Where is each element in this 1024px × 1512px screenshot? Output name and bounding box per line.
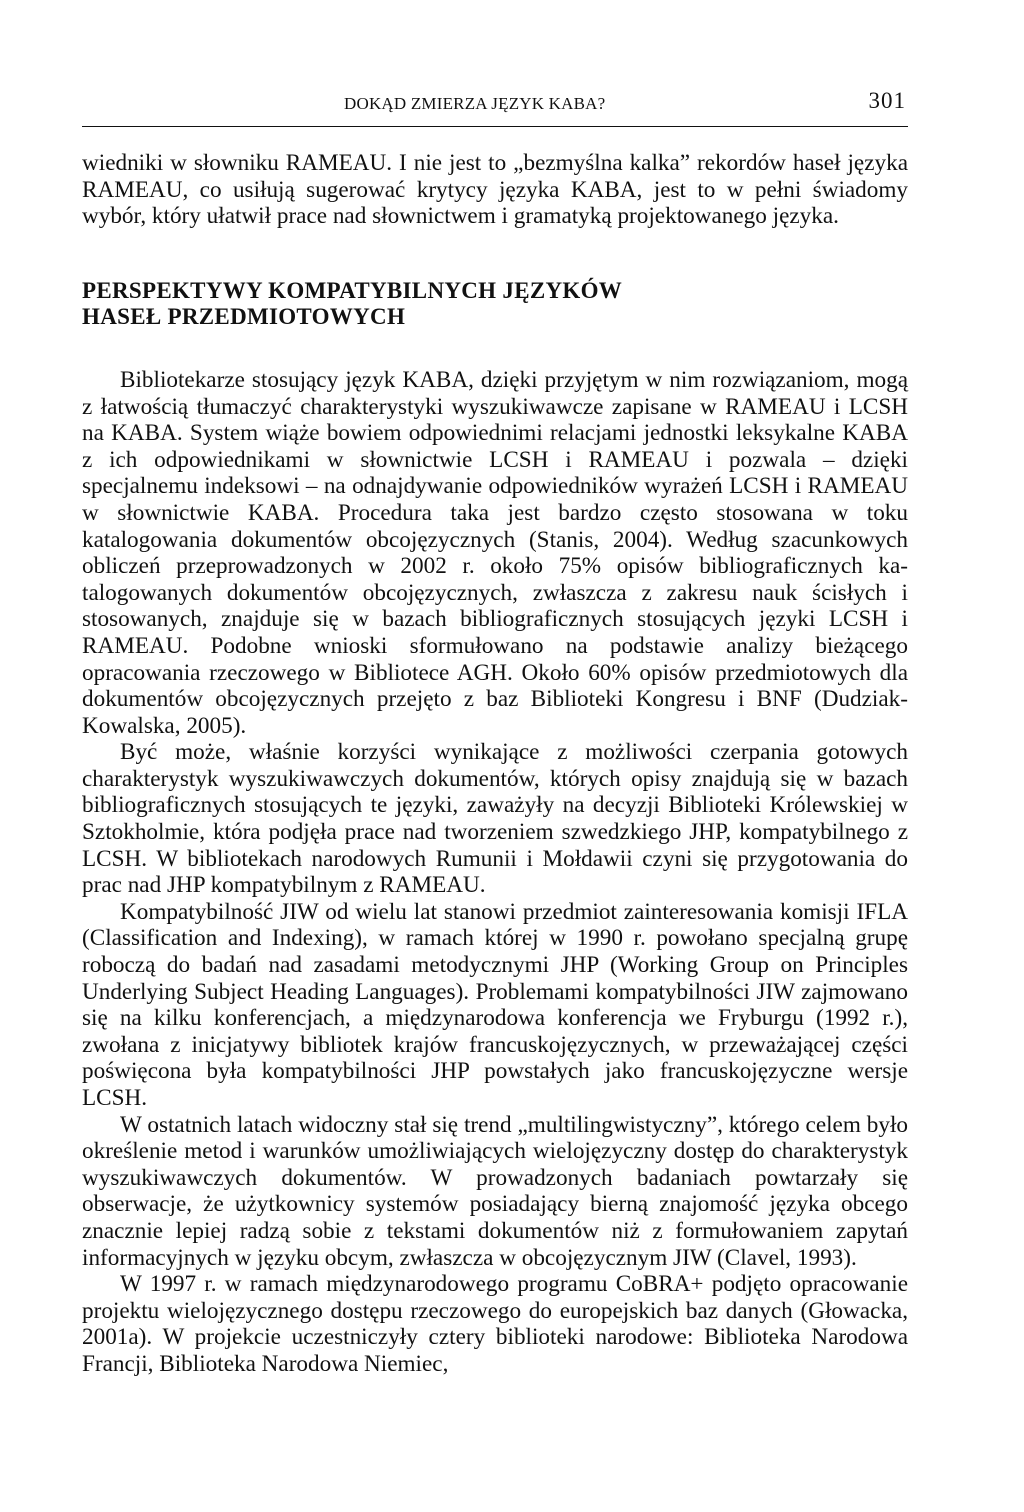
section-heading: PERSPEKTYWY KOMPATYBILNYCH JĘZYKÓW HASEŁ PRZEDMIOTOWYCH bbox=[82, 277, 623, 330]
book-page bbox=[82, 0, 908, 1512]
paragraph-continuation: wiedniki w słowniku RAMEAU. I nie jest to „bezmyślna kalka” rekordów haseł języka RAMEAU, co usiłują sugerować krytycy języka KABA, jest to w pełni świadomy wybór, który ułatwił prace nad słownictwem i gramatyką projektowanego języka. bbox=[82, 150, 908, 230]
running-header bbox=[82, 86, 908, 128]
body-text bbox=[82, 150, 908, 1378]
header-rule bbox=[82, 126, 908, 127]
section-paragraph: Kompatybilność JIW od wielu lat stanowi przedmiot zainteresowania komisji IFLA (Classification and Indexing), w ramach której w 1990 r. powołano specjalną grupę roboczą do badań nad zasadami metodycznymi JHP (Working Group on Principles Underlying Subject Heading Languages). Problemami kompatybilności JIW zajmowano się na kilku konferencjach, a międzynarodowa konferencja we Fryburgu (1992 r.), zwołana z inicjatywy bibliotek krajów francuskojęzycznych, w przeważającej części poświęcona była kompatybilności JHP powstałych jako francuskojęzyczne wersje LCSH. bbox=[82, 898, 908, 1111]
section-paragraph: Być może, właśnie korzyści wynikające z możliwości czerpania gotowych charakterystyk wyszukiwawczych dokumentów, których opisy znajdują się w bazach bibliograficznych stosujących te języki, zaważyły na decyzji Biblioteki Królewskiej w Sztokholmie, która podjęła prace nad tworzeniem szwedzkiego JHP, kompatybilnego z LCSH. W bibliotekach narodowych Rumunii i Mołdawii czyni się przygotowania do prac nad JHP kompatybilnym z RAMEAU. bbox=[82, 739, 908, 899]
section-paragraph: W ostatnich latach widoczny stał się trend „multilingwistyczny”, którego celem było określenie metod i warunków umożliwiających wielojęzyczny dostęp do charakterystyk wyszukiwawczych dokumentów. W prowadzonych badaniach powtarzały się obserwacje, że użytkownicy systemów posiadający bierną znajomość języka obcego znacznie lepiej radzą sobie z tekstami dokumentów niż z formułowaniem zapytań informacyjnych w języku obcym, zwłaszcza w obcojęzycznym JIW (Clavel, 1993). bbox=[82, 1111, 908, 1271]
section-paragraph: Bibliotekarze stosujący język KABA, dzięki przyjętym w nim rozwiązaniom, mogą z łatwością tłumaczyć charakterystyki wyszukiwawcze zapisane w RAMEAU i LCSH na KABA. System wiąże bowiem odpowiednimi relacjami jednostki leksykalne KABA z ich odpowiednikami w słownictwie LCSH i RAMEAU i pozwala – dzięki specjalnemu indeksowi – na odnajdywanie odpowiedników wyrażeń LCSH i RAMEAU w słownictwie KABA. Procedura taka jest bardzo często stosowana w toku katalogowania dokumentów obcojęzycznych (Stanis, 2004). Według szacunkowych obliczeń przeprowadzonych w 2002 r. około 75% opisów bibliograficznych katalogowanych dokumentów obcojęzycznych, zwłaszcza z zakresu nauk ścisłych i stosowanych, znajduje się w bazach bibliograficznych stosujących języki LCSH i RAMEAU. Podobne wnioski sformułowano na podstawie analizy bieżącego opracowania rzeczowego w Bibliotece AGH. Około 60% opisów przedmiotowych dla dokumentów obcojęzycznych przejęto z baz Biblioteki Kongresu i BNF (Dudziak-Kowalska, 2005). bbox=[82, 366, 908, 739]
page-number: 301 bbox=[868, 88, 906, 113]
running-title: DOKĄD ZMIERZA JĘZYK KABA? bbox=[344, 94, 606, 113]
section-paragraph: W 1997 r. w ramach międzynarodowego programu CoBRA+ podjęto opracowanie projektu wielojęzycznego dostępu rzeczowego do europejskich baz danych (Głowacka, 2001a). W projekcie uczestniczyły cztery biblioteki narodowe: Biblioteka Narodowa Francji, Biblioteka Narodowa Niemiec, bbox=[82, 1271, 908, 1377]
